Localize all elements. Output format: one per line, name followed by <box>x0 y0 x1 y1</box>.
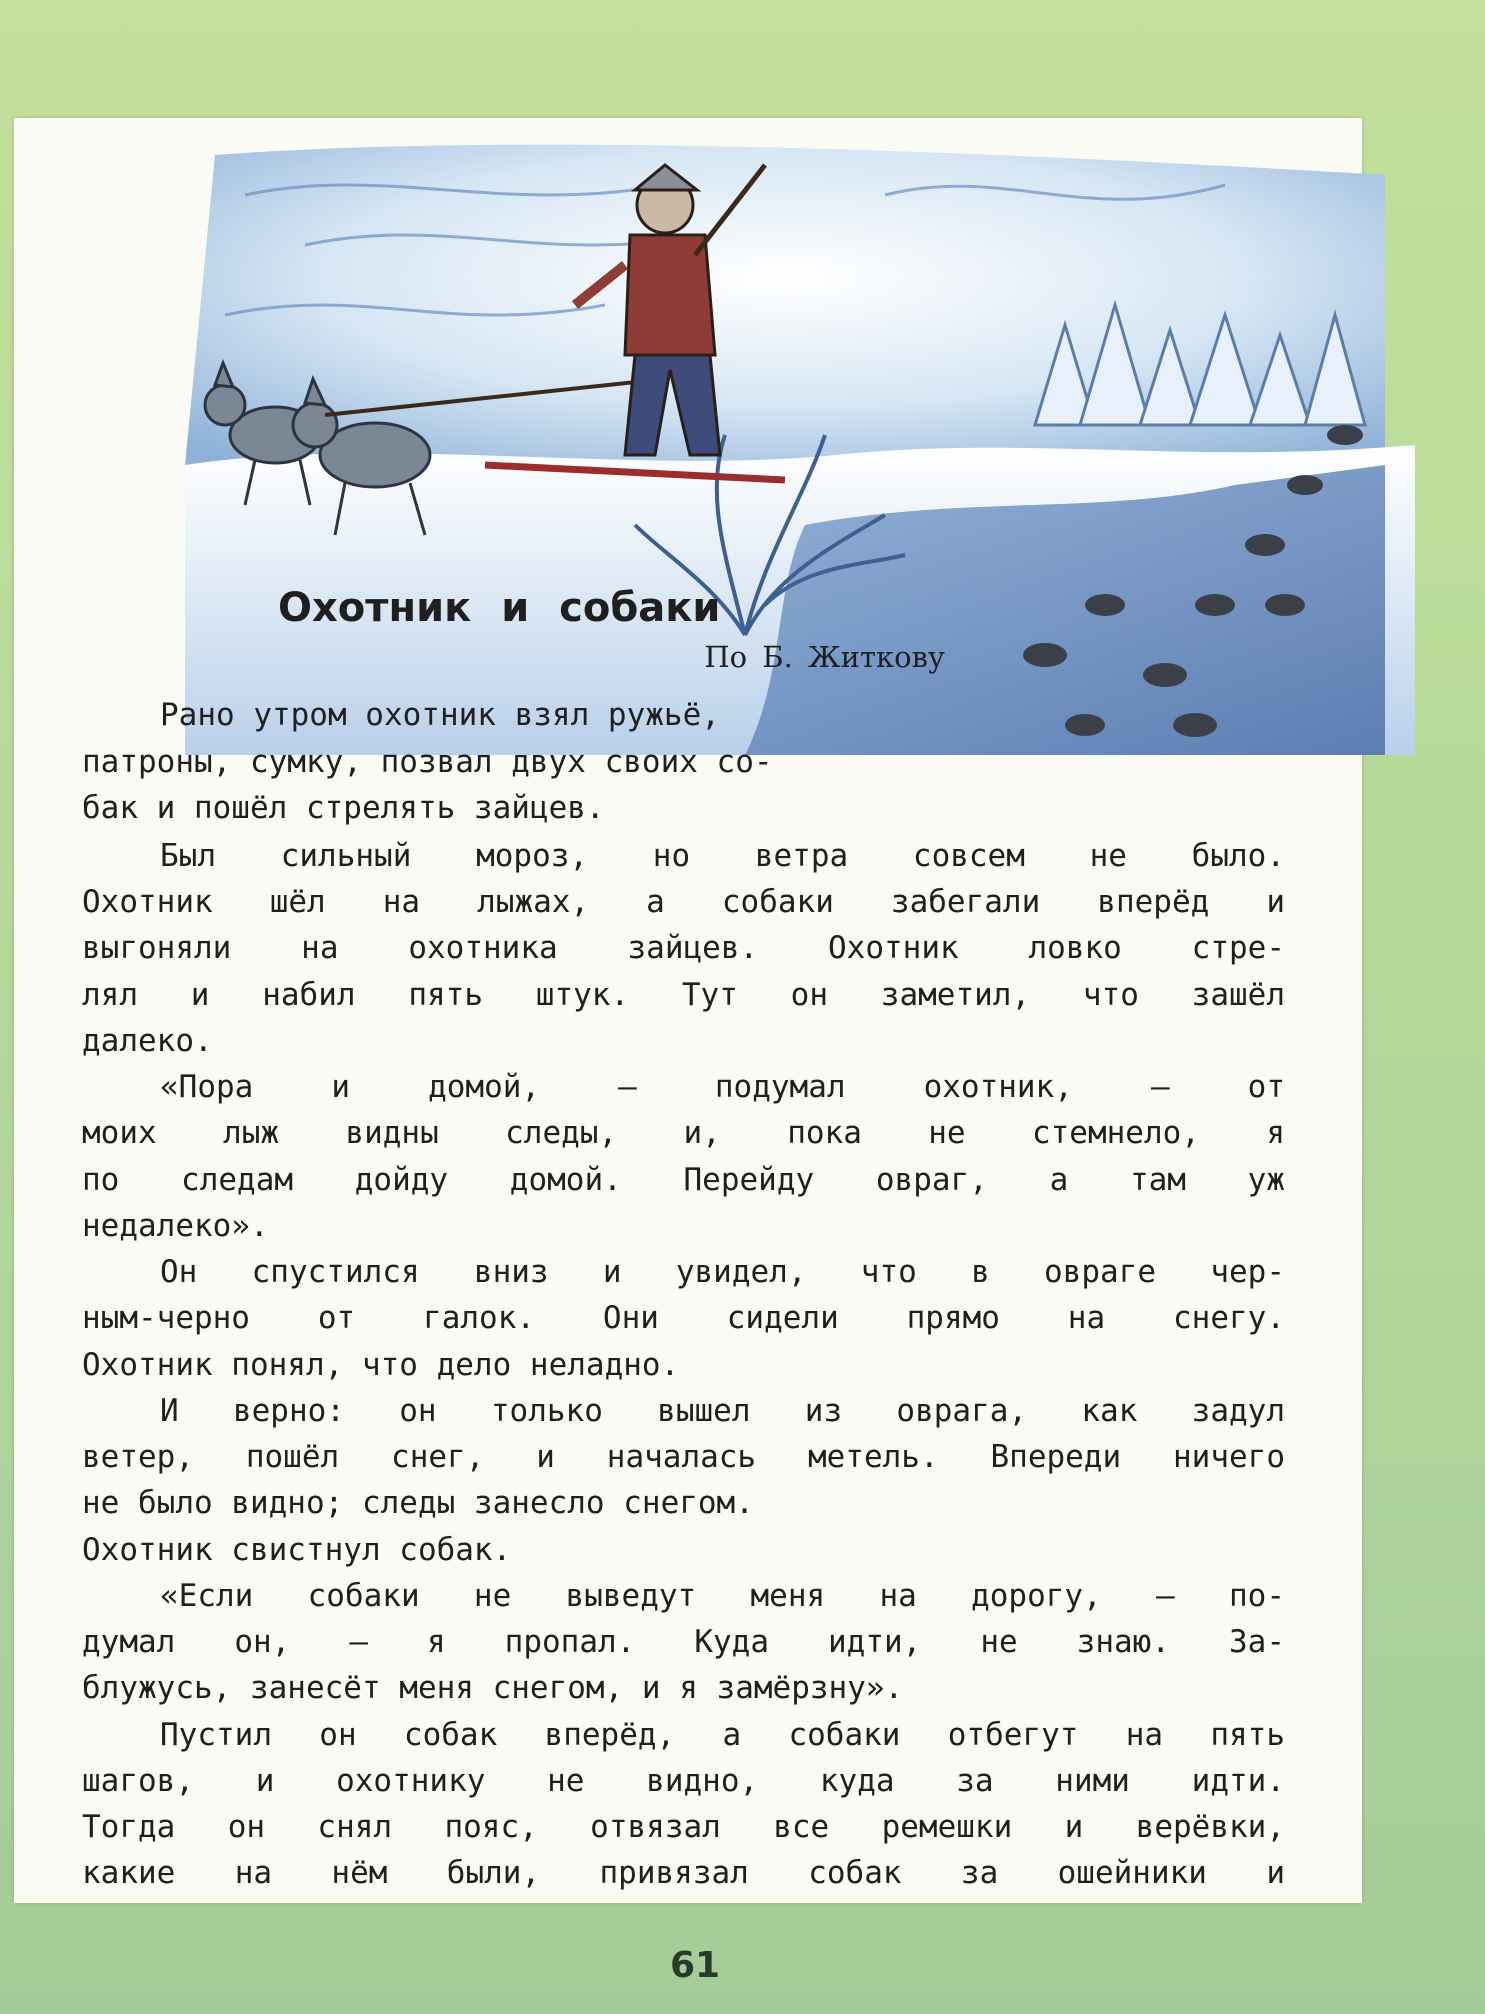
text-line: И верно: он только вышел из оврага, как задул <box>160 1393 1285 1429</box>
text-line: Рано утром охотник взял ружьё, <box>160 697 720 733</box>
story-author: По Б. Житкову <box>704 640 945 674</box>
text-line: «Пора и домой, — подумал охотник, — от <box>160 1069 1285 1105</box>
text-line: «Если собаки не выведут меня на дорогу, — по- <box>160 1578 1285 1614</box>
text-line: выгоняли на охотника зайцев. Охотник ловко стре- <box>82 930 1285 966</box>
text-line: думал он, — я пропал. Куда идти, не знаю. За- <box>82 1624 1285 1660</box>
text-line: лял и набил пять штук. Тут он заметил, что зашёл <box>82 977 1285 1013</box>
text-line: Охотник свистнул собак. <box>82 1532 512 1568</box>
text-line: бак и пошёл стрелять зайцев. <box>82 790 605 826</box>
text-line: Тогда он снял пояс, отвязал все ремешки и верёвки, <box>82 1809 1285 1845</box>
text-line: блужусь, занесёт меня снегом, и я замёрзну». <box>82 1670 904 1706</box>
text-line: далеко. <box>82 1023 213 1059</box>
text-line: по следам дойду домой. Перейду овраг, а там уж <box>82 1162 1285 1198</box>
story-title: Охотник и собаки <box>278 585 721 631</box>
text-line: какие на нём были, привязал собак за ошейники и <box>82 1855 1285 1891</box>
text-line: Пустил он собак вперёд, а собаки отбегут на пять <box>160 1717 1285 1753</box>
text-line: не было видно; следы занесло снегом. <box>82 1485 754 1521</box>
text-line: Охотник шёл на лыжах, а собаки забегали вперёд и <box>82 884 1285 920</box>
text-line: Был сильный мороз, но ветра совсем не было. <box>160 838 1285 874</box>
text-line: недалеко». <box>82 1208 269 1244</box>
text-line: моих лыж видны следы, и, пока не стемнело, я <box>82 1115 1285 1151</box>
text-line: ным-черно от галок. Они сидели прямо на снегу. <box>82 1300 1285 1336</box>
page-number: 61 <box>669 1945 721 1986</box>
text-line: шагов, и охотнику не видно, куда за ними идти. <box>82 1763 1285 1799</box>
text-line: ветер, пошёл снег, и началась метель. Впереди ничего <box>82 1439 1285 1475</box>
text-line: Охотник понял, что дело неладно. <box>82 1347 680 1383</box>
text-line: Он спустился вниз и увидел, что в овраге чер- <box>160 1254 1285 1290</box>
text-line: патроны, сумку, позвал двух своих со- <box>82 744 773 780</box>
